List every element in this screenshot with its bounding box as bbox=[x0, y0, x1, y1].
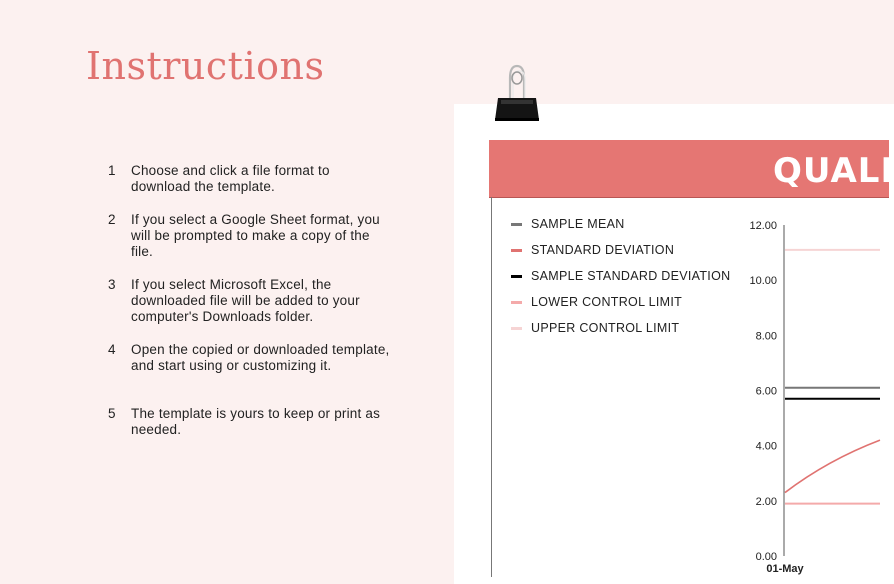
legend-label: SAMPLE STANDARD DEVIATION bbox=[531, 269, 731, 283]
sheet-divider bbox=[491, 197, 492, 577]
instruction-item bbox=[103, 342, 403, 374]
y-tick-label: 12.00 bbox=[749, 220, 777, 232]
instruction-number: 5 bbox=[108, 406, 116, 421]
instruction-number: 1 bbox=[108, 163, 116, 178]
legend-swatch bbox=[511, 327, 522, 330]
instruction-number: 2 bbox=[108, 212, 116, 227]
binder-clip-icon bbox=[493, 62, 541, 124]
legend-swatch bbox=[511, 249, 522, 252]
x-tick-label: 01-May bbox=[766, 563, 804, 575]
instruction-item bbox=[103, 277, 403, 325]
legend-swatch bbox=[511, 275, 522, 278]
instruction-item bbox=[103, 212, 403, 260]
legend-label: SAMPLE MEAN bbox=[531, 217, 625, 231]
legend-label: LOWER CONTROL LIMIT bbox=[531, 295, 683, 309]
instruction-text: The template is yours to keep or print as needed. bbox=[131, 406, 381, 437]
instruction-text: Open the copied or downloaded template, and start using or customizing it. bbox=[131, 342, 390, 373]
instruction-item bbox=[103, 163, 403, 195]
instruction-number: 3 bbox=[108, 277, 116, 292]
legend-label: UPPER CONTROL LIMIT bbox=[531, 321, 680, 335]
y-tick-label: 4.00 bbox=[755, 440, 777, 453]
y-tick-label: 8.00 bbox=[755, 330, 777, 343]
legend-item bbox=[511, 295, 682, 309]
legend-item bbox=[511, 269, 730, 283]
instruction-text: Choose and click a file format to download the template. bbox=[131, 163, 330, 194]
y-tick-label: 0.00 bbox=[755, 551, 777, 563]
instruction-item bbox=[103, 406, 403, 438]
y-tick-label: 6.00 bbox=[755, 385, 777, 398]
legend-swatch bbox=[511, 301, 522, 304]
instruction-text: If you select a Google Sheet format, you will be prompted to make a copy of the file. bbox=[131, 212, 380, 259]
legend-item bbox=[511, 321, 679, 335]
banner-title: QUALI bbox=[773, 151, 894, 191]
control-chart bbox=[740, 210, 880, 575]
y-tick-label: 2.00 bbox=[755, 495, 777, 508]
legend-swatch bbox=[511, 223, 522, 226]
instruction-number: 4 bbox=[108, 342, 116, 357]
y-tick-label: 10.00 bbox=[749, 275, 777, 288]
legend-label: STANDARD DEVIATION bbox=[531, 243, 675, 257]
instruction-text: If you select Microsoft Excel, the downloaded file will be added to your computer's Downloads folder. bbox=[131, 277, 360, 324]
legend-item bbox=[511, 217, 625, 231]
page-title: Instructions bbox=[86, 44, 325, 88]
legend-item bbox=[511, 243, 674, 257]
template-banner bbox=[489, 140, 894, 198]
series-line-standard-deviation bbox=[785, 440, 880, 492]
